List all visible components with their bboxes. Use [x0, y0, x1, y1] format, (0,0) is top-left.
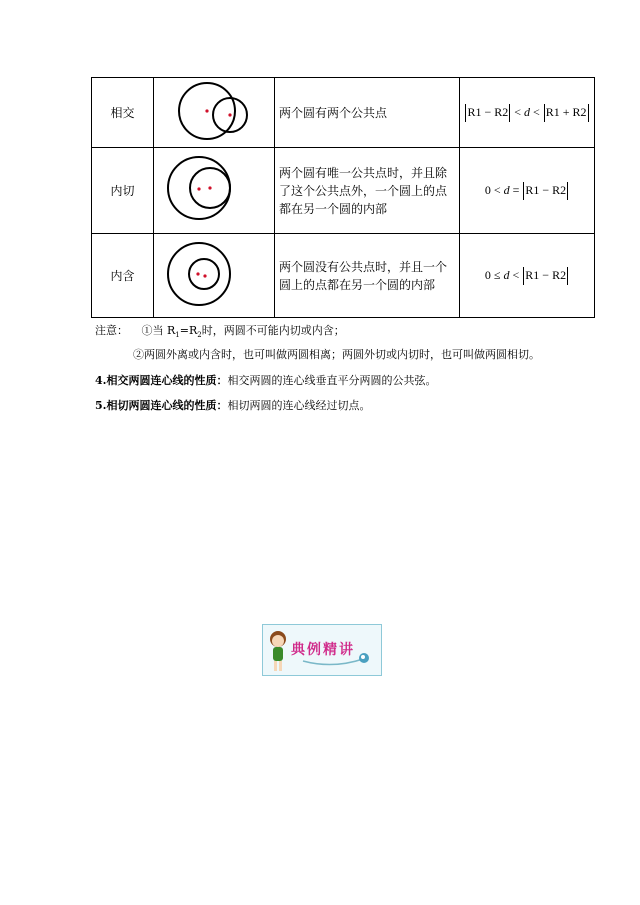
small-circle	[189, 259, 219, 289]
note-line-1	[95, 322, 345, 339]
formula-mid: d	[503, 182, 510, 197]
property-title: 4.相交两圆连心线的性质：	[95, 374, 228, 387]
internal-tangent-figure	[154, 148, 275, 234]
formula-left: 0	[484, 182, 491, 197]
note-item-1: ①当 $R_1=R_2$时，两圆不可能内切或内含；	[141, 324, 345, 340]
formula-op1: <	[514, 104, 521, 119]
formula-left: 0	[484, 267, 491, 282]
formula-op2: <	[512, 267, 520, 282]
banner-title: 典例精讲	[291, 642, 355, 658]
formula-mid: d	[503, 267, 510, 282]
property-text: 相切两圆的连心线经过切点。	[227, 399, 371, 412]
relation-formula	[460, 234, 595, 318]
relation-name: 内含	[92, 234, 154, 318]
formula-op1: ≤	[493, 267, 501, 282]
intersect-figure	[154, 78, 275, 148]
example-banner	[262, 624, 382, 676]
containment-figure	[154, 234, 275, 318]
relation-name: 内切	[92, 148, 154, 234]
center-dot	[228, 113, 231, 116]
center-dot	[203, 274, 206, 277]
formula-left: R1 − R2	[467, 104, 509, 119]
table-row-internal-tangent	[92, 148, 595, 234]
center-dot	[205, 109, 208, 112]
formula-right: R1 − R2	[525, 267, 567, 282]
property-title: 5.相切两圆连心线的性质：	[95, 399, 228, 412]
formula-right: R1 + R2	[545, 104, 587, 119]
relation-formula	[460, 78, 595, 148]
center-dot	[208, 186, 211, 189]
intersect-diagram	[154, 78, 274, 147]
formula-mid: d	[524, 104, 530, 119]
property-4	[95, 372, 436, 388]
note-line-2: ②两圆外离或内含时，也可叫做两圆相离；两圆外切或内切时，也可叫做两圆相切。	[133, 348, 540, 361]
center-dot	[197, 187, 200, 190]
formula-right: R1 − R2	[525, 182, 567, 197]
relation-description: 两个圆没有公共点时，并且一个圆上的点都在另一个圆的内部	[275, 234, 460, 318]
formula-op2: =	[512, 182, 520, 197]
circle-relations-table	[91, 77, 595, 318]
property-text: 相交两圆的连心线垂直平分两圆的公共弦。	[227, 374, 437, 387]
internal-tangent-diagram	[154, 148, 274, 233]
relation-name: 相交	[92, 78, 154, 148]
table-row-intersect	[92, 78, 595, 148]
relation-formula	[460, 148, 595, 234]
center-dot	[196, 272, 199, 275]
formula-op1: <	[493, 182, 501, 197]
relation-description: 两个圆有两个公共点	[275, 78, 460, 148]
table-row-containment	[92, 234, 595, 318]
note-label: 注意：	[95, 324, 128, 337]
relation-description: 两个圆有唯一公共点时，并且除了这个公共点外，一个圆上的点都在另一个圆的内部	[275, 148, 460, 234]
formula-op2: <	[533, 104, 540, 119]
containment-diagram	[154, 234, 274, 317]
property-5	[95, 397, 370, 413]
